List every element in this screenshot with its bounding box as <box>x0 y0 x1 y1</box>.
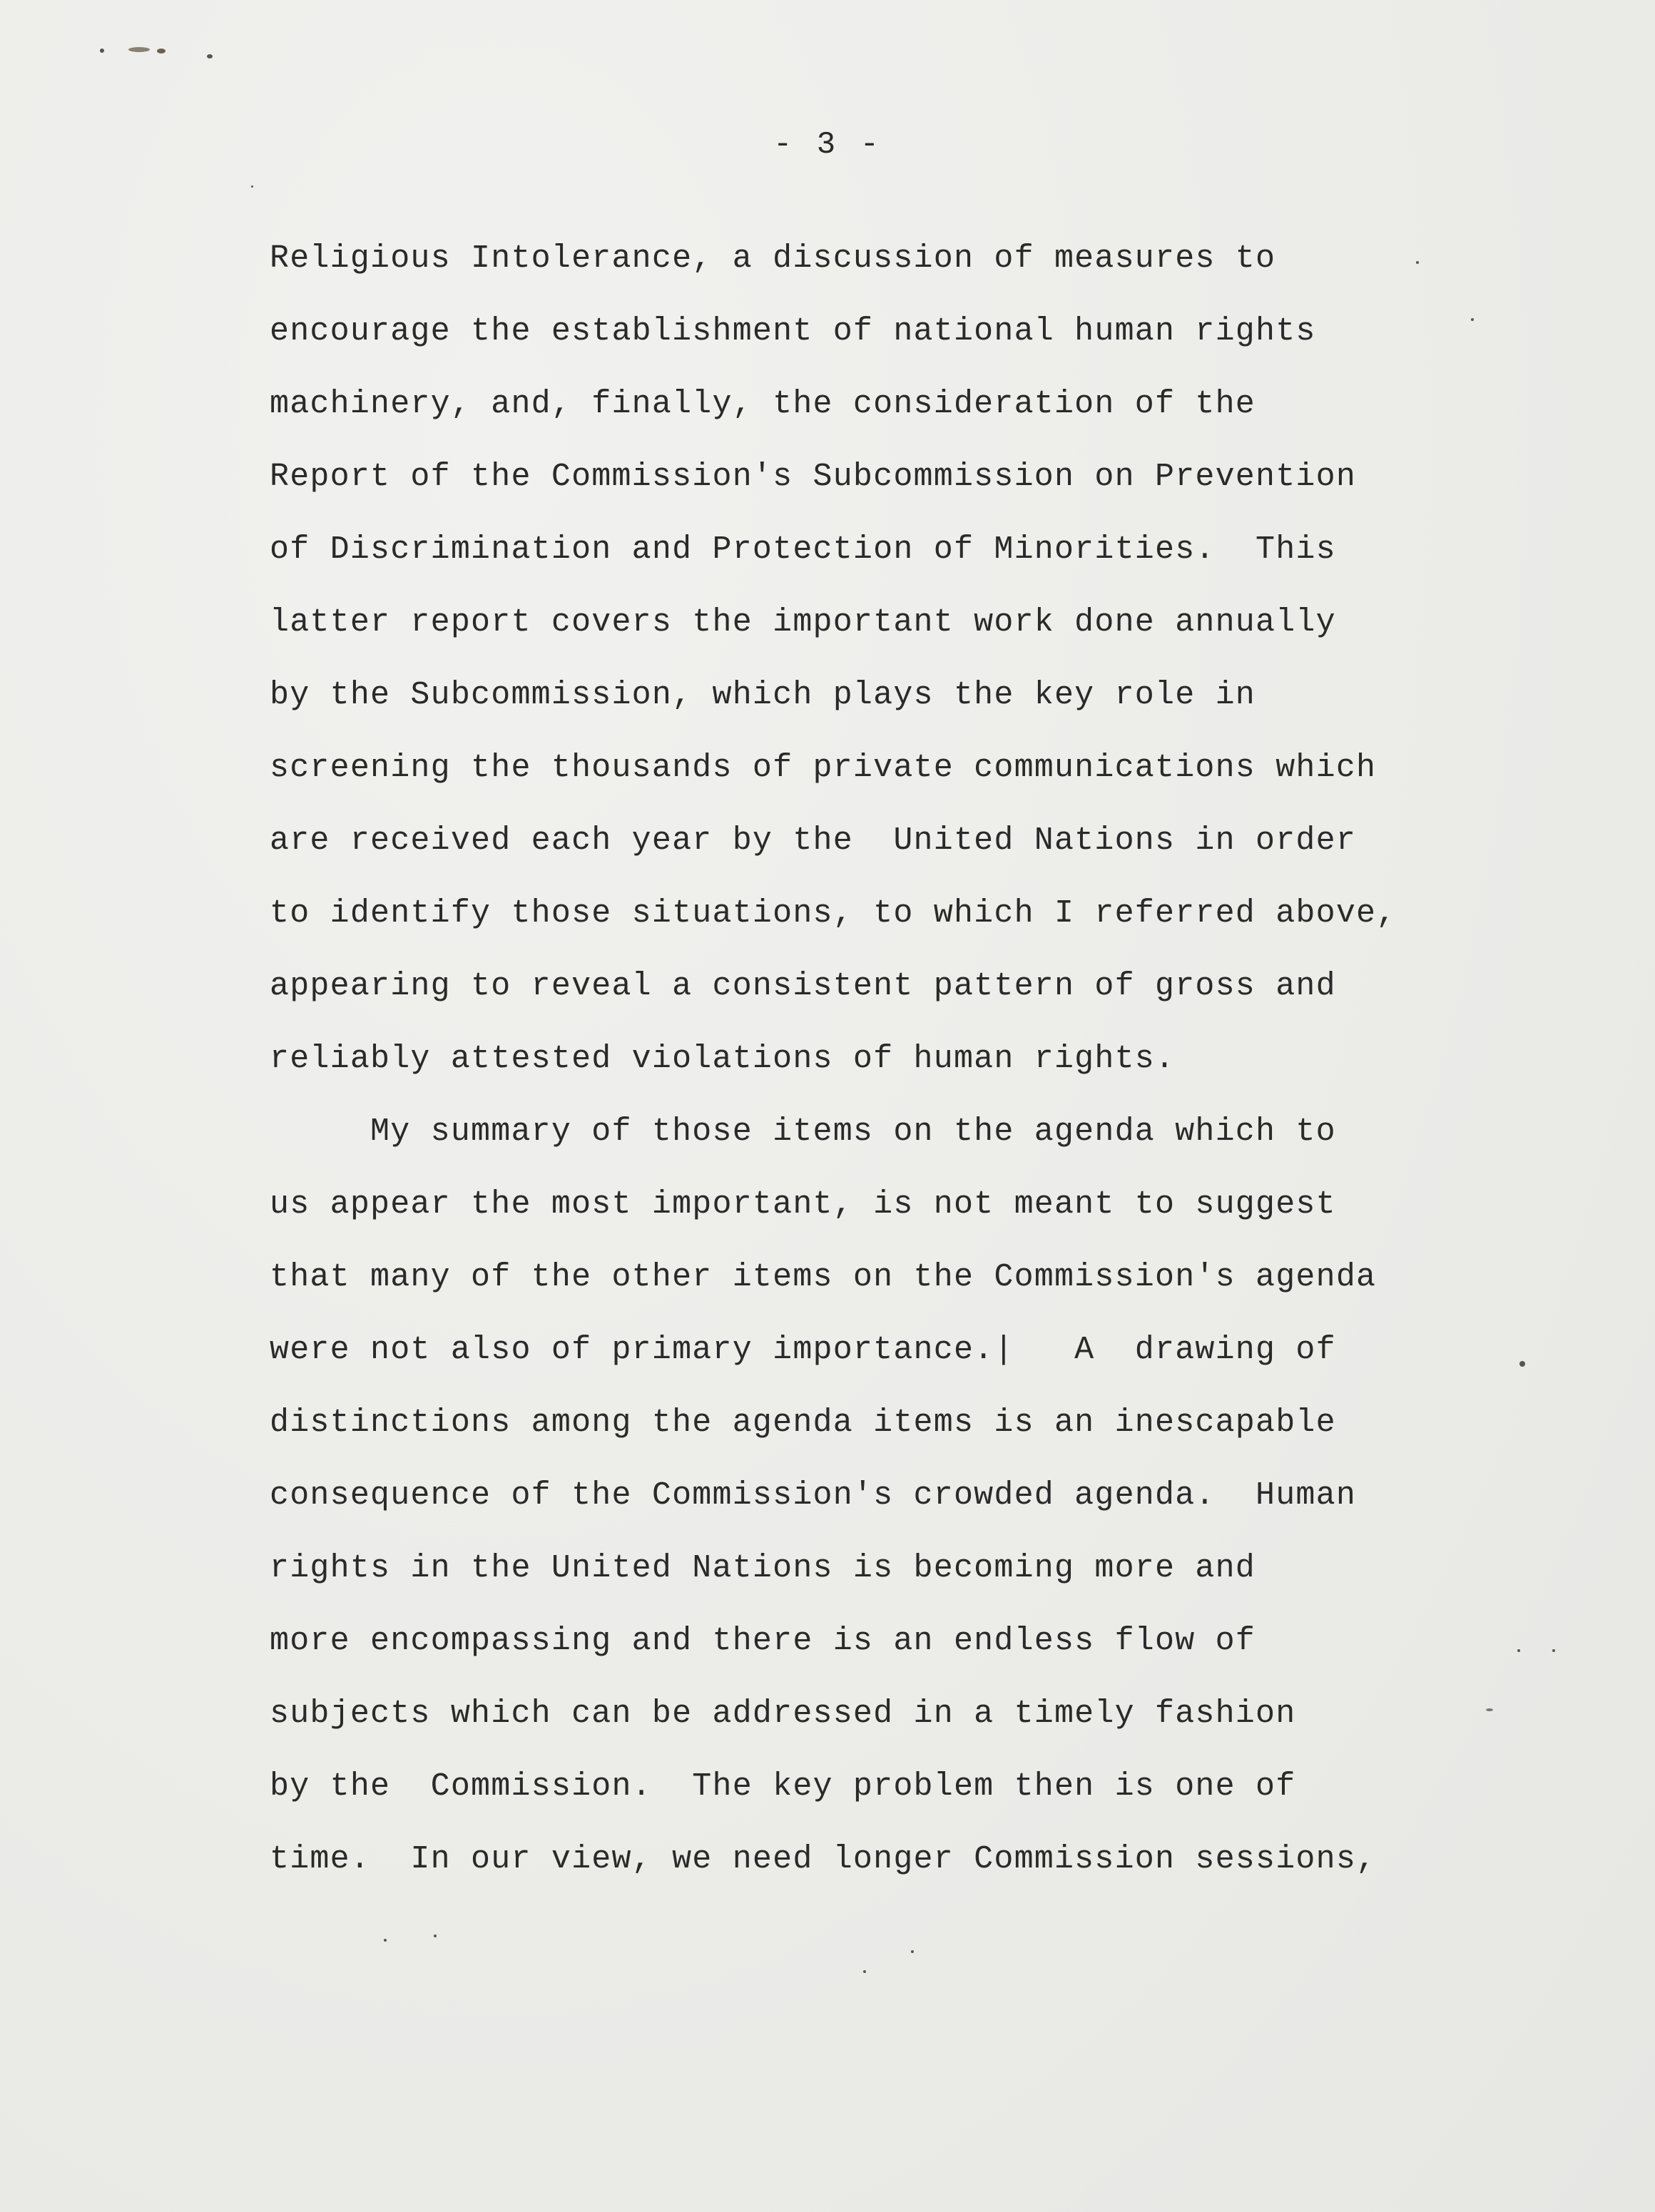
scan-speck <box>863 1970 866 1973</box>
scan-speck <box>911 1950 914 1953</box>
scan-speck <box>128 47 150 52</box>
scan-speck <box>1416 261 1419 264</box>
text-line: subjects which can be addressed in a timely fashion <box>270 1696 1296 1732</box>
page-number: - 3 - <box>773 127 882 163</box>
text-line: Report of the Commission's Subcommission on Prevention <box>270 459 1357 495</box>
scan-speck <box>1471 318 1474 321</box>
scan-speck <box>157 49 166 53</box>
text-line: that many of the other items on the Commission's agenda <box>270 1259 1377 1295</box>
scan-speck <box>100 49 104 53</box>
scan-speck <box>384 1939 387 1942</box>
text-line: are received each year by the United Nations in order <box>270 822 1357 859</box>
text-line: Religious Intolerance, a discussion of measures to <box>270 240 1276 277</box>
scan-speck <box>434 1935 437 1937</box>
text-line: machinery, and, finally, the consideration of the <box>270 386 1256 422</box>
text-line: by the Subcommission, which plays the key role in <box>270 677 1256 713</box>
text-line: My summary of those items on the agenda which to <box>270 1113 1336 1150</box>
text-line: to identify those situations, to which I referred above, <box>270 895 1397 932</box>
scan-speck <box>1552 1649 1555 1652</box>
text-line: appearing to reveal a consistent pattern of gross and <box>270 968 1336 1004</box>
text-line: encourage the establishment of national human rights <box>270 313 1316 350</box>
text-line: distinctions among the agenda items is an inescapable <box>270 1405 1336 1441</box>
text-line: more encompassing and there is an endless flow of <box>270 1623 1256 1659</box>
text-line: rights in the United Nations is becoming more and <box>270 1550 1256 1586</box>
scan-speck <box>1486 1708 1493 1711</box>
text-line: of Discrimination and Protection of Minorities. This <box>270 531 1336 568</box>
text-line: were not also of primary importance.| A drawing of <box>270 1332 1336 1368</box>
scan-speck <box>1519 1361 1525 1367</box>
text-line: by the Commission. The key problem then is one of <box>270 1768 1296 1805</box>
text-line: screening the thousands of private communications which <box>270 750 1377 786</box>
text-line: us appear the most important, is not meant to suggest <box>270 1186 1336 1223</box>
text-line: consequence of the Commission's crowded agenda. Human <box>270 1477 1357 1514</box>
scan-speck <box>251 185 253 188</box>
text-line: reliably attested violations of human rights. <box>270 1041 1176 1077</box>
scan-speck <box>1517 1649 1520 1652</box>
text-line: time. In our view, we need longer Commission sessions, <box>270 1841 1377 1877</box>
scan-speck <box>207 54 213 58</box>
text-line: latter report covers the important work done annually <box>270 604 1336 641</box>
